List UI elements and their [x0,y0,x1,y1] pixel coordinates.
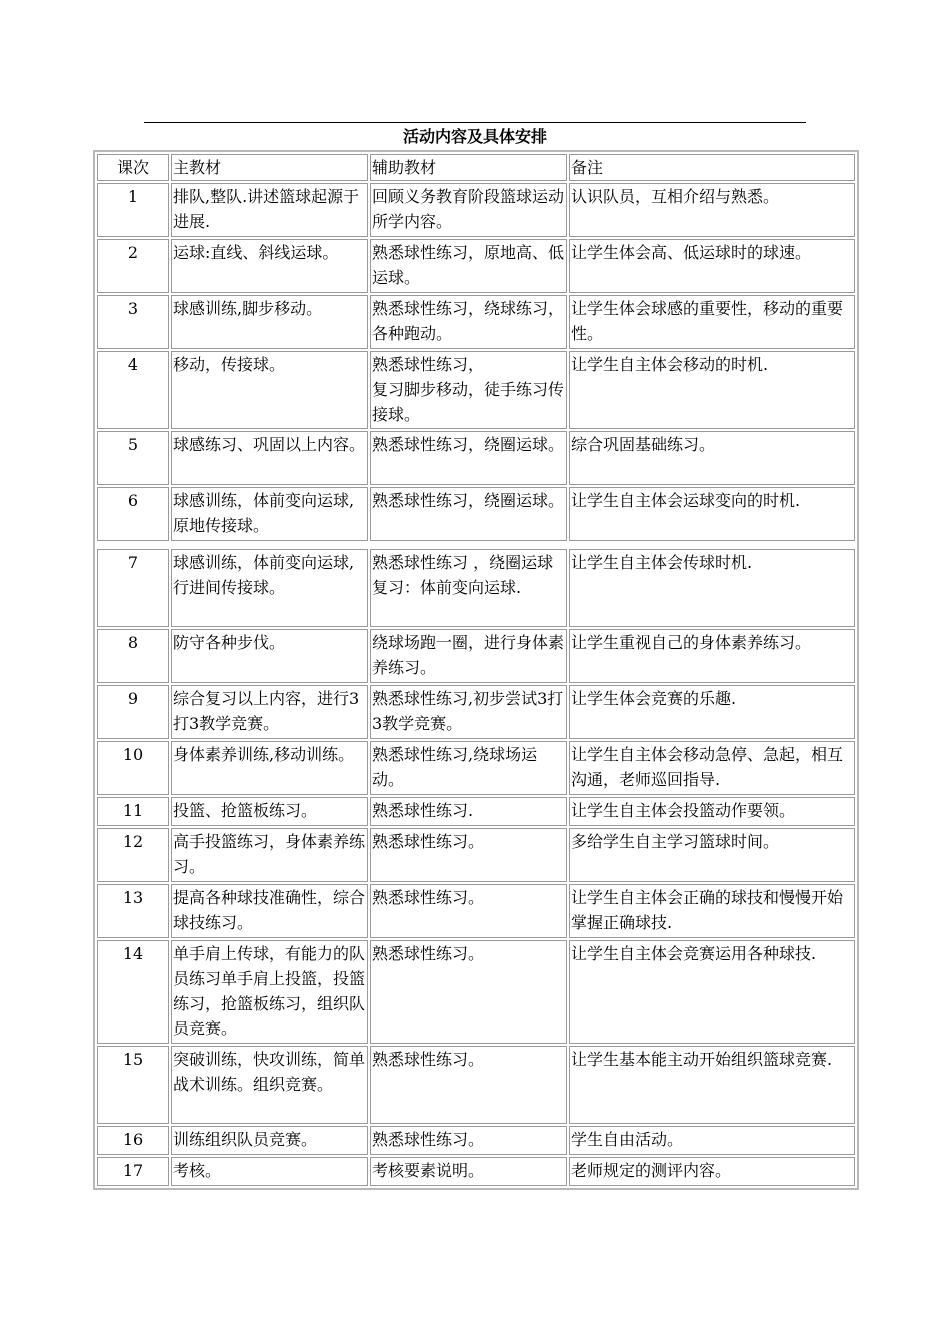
main-material: 训练组织队员竞赛。 [171,1126,368,1155]
main-material: 球感训练,脚步移动。 [171,295,368,349]
lesson-number: 13 [97,884,169,938]
note: 让学生自主体会竞赛运用各种球技. [569,940,855,1044]
note: 让学生体会高、低运球时的球速。 [569,239,855,293]
header-aux-material: 辅助教材 [370,154,567,181]
page-title: 活动内容及具体安排 [402,127,547,146]
top-rule [144,122,806,123]
aux-material: 熟悉球性练习，原地高、低运球。 [370,239,567,293]
main-material: 综合复习以上内容，进行3打3教学竞赛。 [171,685,368,739]
aux-material: 考核要素说明。 [370,1157,567,1186]
table-row [97,183,855,237]
table-row [97,487,855,541]
main-material: 球感训练，体前变向运球,原地传接球。 [171,487,368,541]
aux-material: 熟悉球性练习。 [370,884,567,938]
spacer-cell [97,543,855,547]
lesson-number: 2 [97,239,169,293]
note: 综合巩固基础练习。 [569,431,855,485]
aux-material: 熟悉球性练习。 [370,1046,567,1124]
main-material: 身体素养训练,移动训练。 [171,741,368,795]
table-row [97,1157,855,1186]
table-row [97,685,855,739]
aux-material: 熟悉球性练习. [370,797,567,826]
note: 让学生自主体会移动急停、急起，相互沟通，老师巡回指导. [569,741,855,795]
note: 让学生自主体会运球变向的时机. [569,487,855,541]
lesson-number: 5 [97,431,169,485]
lesson-number: 11 [97,797,169,826]
note: 让学生自主体会移动的时机. [569,351,855,429]
table-row [97,295,855,349]
main-material: 投篮、抢篮板练习。 [171,797,368,826]
lesson-number: 1 [97,183,169,237]
note: 学生自由活动。 [569,1126,855,1155]
table-row [97,431,855,485]
main-material: 单手肩上传球，有能力的队员练习单手肩上投篮，投篮练习，抢篮板练习，组织队员竞赛。 [171,940,368,1044]
aux-material: 熟悉球性练习， 复习脚步移动，徒手练习传接球。 [370,351,567,429]
note: 让学生体会竞赛的乐趣. [569,685,855,739]
note: 让学生重视自己的身体素养练习。 [569,629,855,683]
note: 让学生自主体会投篮动作要领。 [569,797,855,826]
table-row [97,239,855,293]
main-material: 运球:直线、斜线运球。 [171,239,368,293]
main-material: 球感训练，体前变向运球,行进间传接球。 [171,549,368,627]
table-row [97,828,855,882]
main-material: 球感练习、巩固以上内容。 [171,431,368,485]
aux-material: 熟悉球性练习，绕圈运球。 [370,487,567,541]
table-row [97,884,855,938]
aux-material: 熟悉球性练习,绕球场运动。 [370,741,567,795]
table-row [97,741,855,795]
header-lesson: 课次 [97,154,169,181]
lesson-number: 8 [97,629,169,683]
lesson-number: 14 [97,940,169,1044]
main-material: 高手投篮练习，身体素养练习。 [171,828,368,882]
lesson-number: 3 [97,295,169,349]
table-row [97,549,855,627]
lesson-number: 9 [97,685,169,739]
note: 让学生自主体会正确的球技和慢慢开始掌握正确球技. [569,884,855,938]
note: 老师规定的测评内容。 [569,1157,855,1186]
aux-material: 熟悉球性练习。 [370,940,567,1044]
note: 认识队员，互相介绍与熟悉。 [569,183,855,237]
aux-material: 熟悉球性练习，绕圈运球。 [370,431,567,485]
table-row [97,1126,855,1155]
header-note: 备注 [569,154,855,181]
main-material: 防守各种步伐。 [171,629,368,683]
aux-material: 熟悉球性练习，绕球练习，各种跑动。 [370,295,567,349]
aux-material: 熟悉球性练习 ，绕圈运球 复习：体前变向运球. [370,549,567,627]
header-row [97,154,855,181]
main-material: 突破训练，快攻训练，简单战术训练。组织竞赛。 [171,1046,368,1124]
main-material: 移动，传接球。 [171,351,368,429]
lesson-number: 16 [97,1126,169,1155]
note: 让学生体会球感的重要性，移动的重要性。 [569,295,855,349]
header-main-material: 主教材 [171,154,368,181]
lesson-number: 4 [97,351,169,429]
schedule-table [93,150,859,1190]
aux-material: 回顾义务教育阶段篮球运动所学内容。 [370,183,567,237]
table-row [97,940,855,1044]
lesson-number: 6 [97,487,169,541]
main-material: 提高各种球技准确性，综合球技练习。 [171,884,368,938]
note: 让学生基本能主动开始组织篮球竞赛. [569,1046,855,1124]
aux-material: 绕球场跑一圈，进行身体素养练习。 [370,629,567,683]
main-material: 排队,整队.讲述篮球起源于进展. [171,183,368,237]
lesson-number: 15 [97,1046,169,1124]
lesson-number: 7 [97,549,169,627]
table-row [97,351,855,429]
aux-material: 熟悉球性练习。 [370,1126,567,1155]
table-row [97,629,855,683]
spacer-row [97,543,855,547]
lesson-number: 17 [97,1157,169,1186]
table-row [97,1046,855,1124]
schedule-body [97,183,855,1186]
aux-material: 熟悉球性练习。 [370,828,567,882]
table-row [97,797,855,826]
note: 让学生自主体会传球时机. [569,549,855,627]
note: 多给学生自主学习篮球时间。 [569,828,855,882]
aux-material: 熟悉球性练习,初步尝试3打3教学竞赛。 [370,685,567,739]
main-material: 考核。 [171,1157,368,1186]
lesson-number: 10 [97,741,169,795]
lesson-number: 12 [97,828,169,882]
